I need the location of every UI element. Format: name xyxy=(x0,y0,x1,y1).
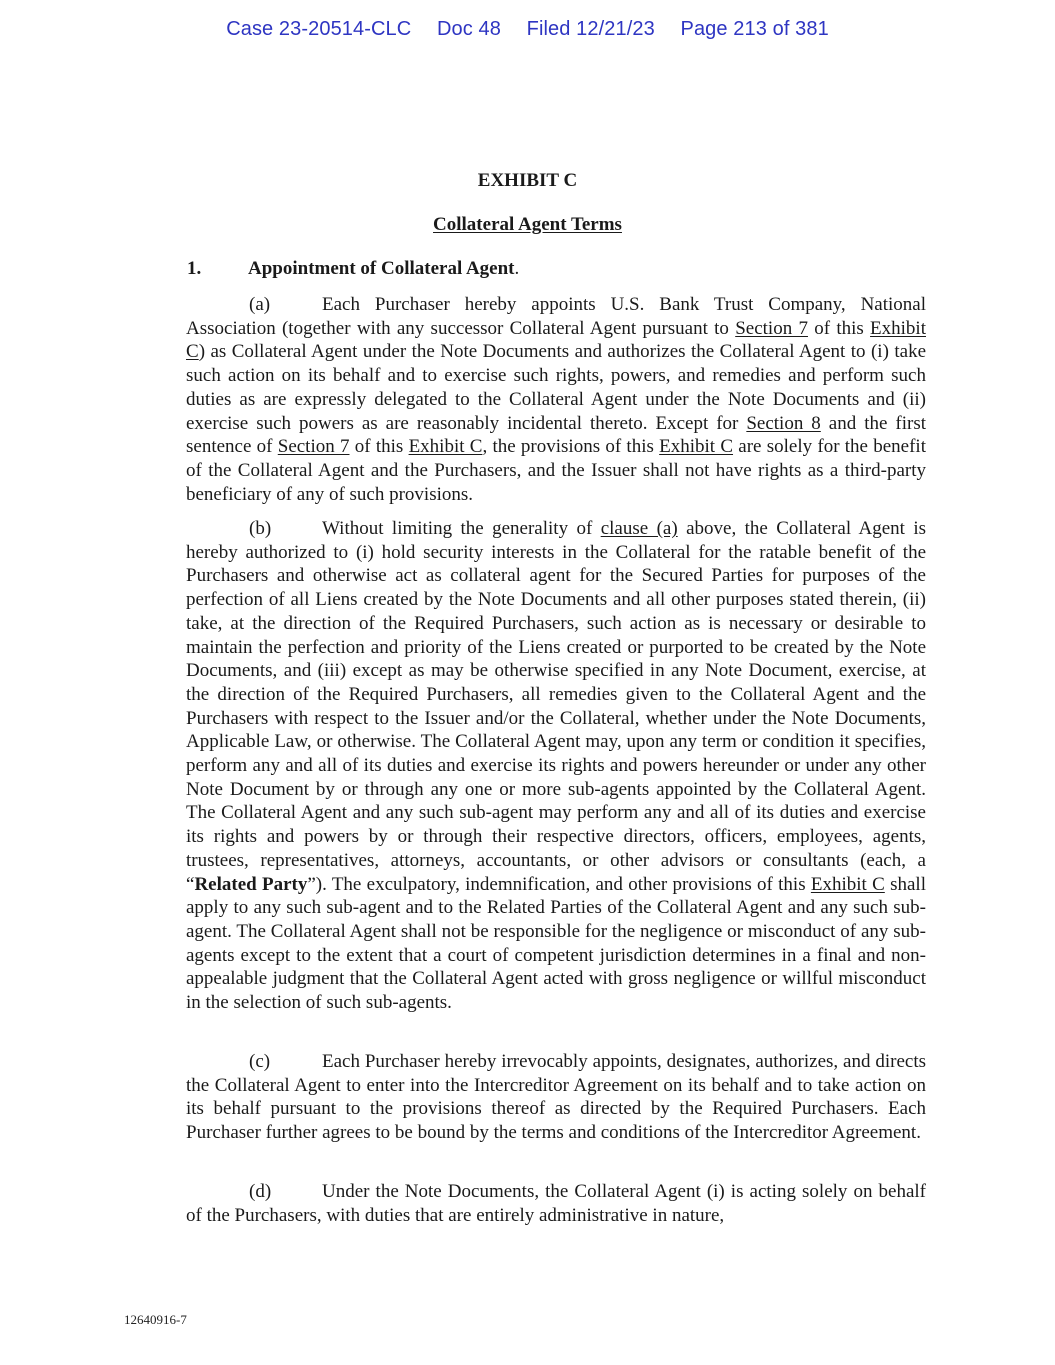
filed-date: Filed 12/21/23 xyxy=(526,18,655,40)
clause-a-reference: clause (a) xyxy=(600,518,678,539)
document-id-footer: 12640916-7 xyxy=(124,1312,187,1327)
section-heading-text: Appointment of Collateral Agent xyxy=(248,258,515,279)
section-7-reference: Section 7 xyxy=(735,317,808,339)
doc-number: Doc 48 xyxy=(437,18,501,40)
paragraph-d-label: (d) xyxy=(249,1181,272,1202)
section-8-reference: Section 8 xyxy=(746,412,821,434)
paragraph-b: (b) Without limiting the generality of clause (a) above, the Collateral Agent is hereby authorized to (i) hold security interests in the Collateral for the ratable benefit of the Purchasers and otherwise act as collateral agent for the Secured Parties for purposes of the perfection of all Liens created by the Note Documents and all other purposes stated therein, (ii) take, at the direction of the Required Purchasers, such action as is necessary or desirable to maintain the perfection and priority of the Liens created or purported to be created by the Note Documents, and (iii) except as may be otherwise specified in any Note Document, exercise, at the direction of the Required Purchasers, all remedies given to the Collateral Agent and the Purchasers with respect to the Issuer and/or the Collateral, whether under the Note Documents, Applicable Law, or otherwise. The Collateral Agent may, upon any term or condition it specifies, perform any and all of its duties and exercise its rights and powers hereunder or under any other Note Document by or through any one or more sub-agents appointed by the Collateral Agent. The Collateral Agent and any such sub-agent may perform any and all of its duties and exercise its rights and powers by or through their respective directors, officers, employees, agents, trustees, representatives, attorneys, accountants, or other advisors or consultants (each, a “Related Party”). The exculpatory, indemnification, and other provisions of this Exhibit C shall apply to any such sub-agent and to the Related Parties of the Collateral Agent and any such sub-agent. The Collateral Agent shall not be responsible for the negligence or misconduct of any sub-agents except to the extent that a court of competent jurisdiction determines in a final and non-appealable judgment that the Collateral Agent acted with gross negligence or willful misconduct in the selection of such sub-agents. xyxy=(186,518,926,1014)
exhibit-c-reference: Exhibit C xyxy=(408,436,483,458)
paragraph-c-label: (c) xyxy=(249,1051,271,1072)
section-7-reference: Section 7 xyxy=(277,436,350,458)
page-count: Page 213 of 381 xyxy=(680,18,829,40)
paragraph-a: (a) Each Purchaser hereby appoints U.S. Bank Trust Company, National Association (together with any successor Collateral Agent pursuant to Section 7 of this Exhibit C) as Collateral Agent under the Note Documents and authorizes the Collateral Agent to (i) take such action on its behalf and to exercise such rights, powers, and remedies and perform such duties as are expressly delegated to the Collateral Agent under the Note Documents and (ii) exercise such powers as are reasonably incidental thereto. Except for Section 8 and the first sentence of Section 7 of this Exhibit C, the provisions of this Exhibit C are solely for the benefit of the Collateral Agent and the Purchasers, and the Issuer shall not have rights as a third-party beneficiary of any of such provisions. xyxy=(186,294,926,505)
case-number: Case 23-20514-CLC xyxy=(226,18,412,40)
court-filing-stamp xyxy=(0,18,1055,41)
exhibit-title: EXHIBIT C xyxy=(477,170,578,191)
paragraph-a-label: (a) xyxy=(249,294,271,315)
exhibit-c-reference: Exhibit C xyxy=(810,873,885,895)
section-number: 1. xyxy=(187,258,202,279)
section-heading: 1. Appointment of Collateral Agent. xyxy=(187,258,520,279)
paragraph-d: (d) Under the Note Documents, the Collateral Agent (i) is acting solely on behalf of the Purchasers, with duties that are entirely administrative in nature, xyxy=(186,1181,926,1226)
paragraph-b-label: (b) xyxy=(249,518,272,539)
exhibit-c-reference: Exhibit C xyxy=(186,317,926,363)
exhibit-subtitle: Collateral Agent Terms xyxy=(433,214,622,235)
paragraph-c: (c) Each Purchaser hereby irrevocably appoints, designates, authorizes, and directs the Collateral Agent to enter into the Intercreditor Agreement on its behalf and to take action on its behalf pursuant to the provisions thereof as directed by the Required Purchasers. Each Purchaser further agrees to be bound by the terms and conditions of the Intercreditor Agreement. xyxy=(186,1051,926,1144)
defined-term-related-party: Related Party xyxy=(194,873,308,895)
exhibit-c-reference: Exhibit C xyxy=(659,436,734,458)
